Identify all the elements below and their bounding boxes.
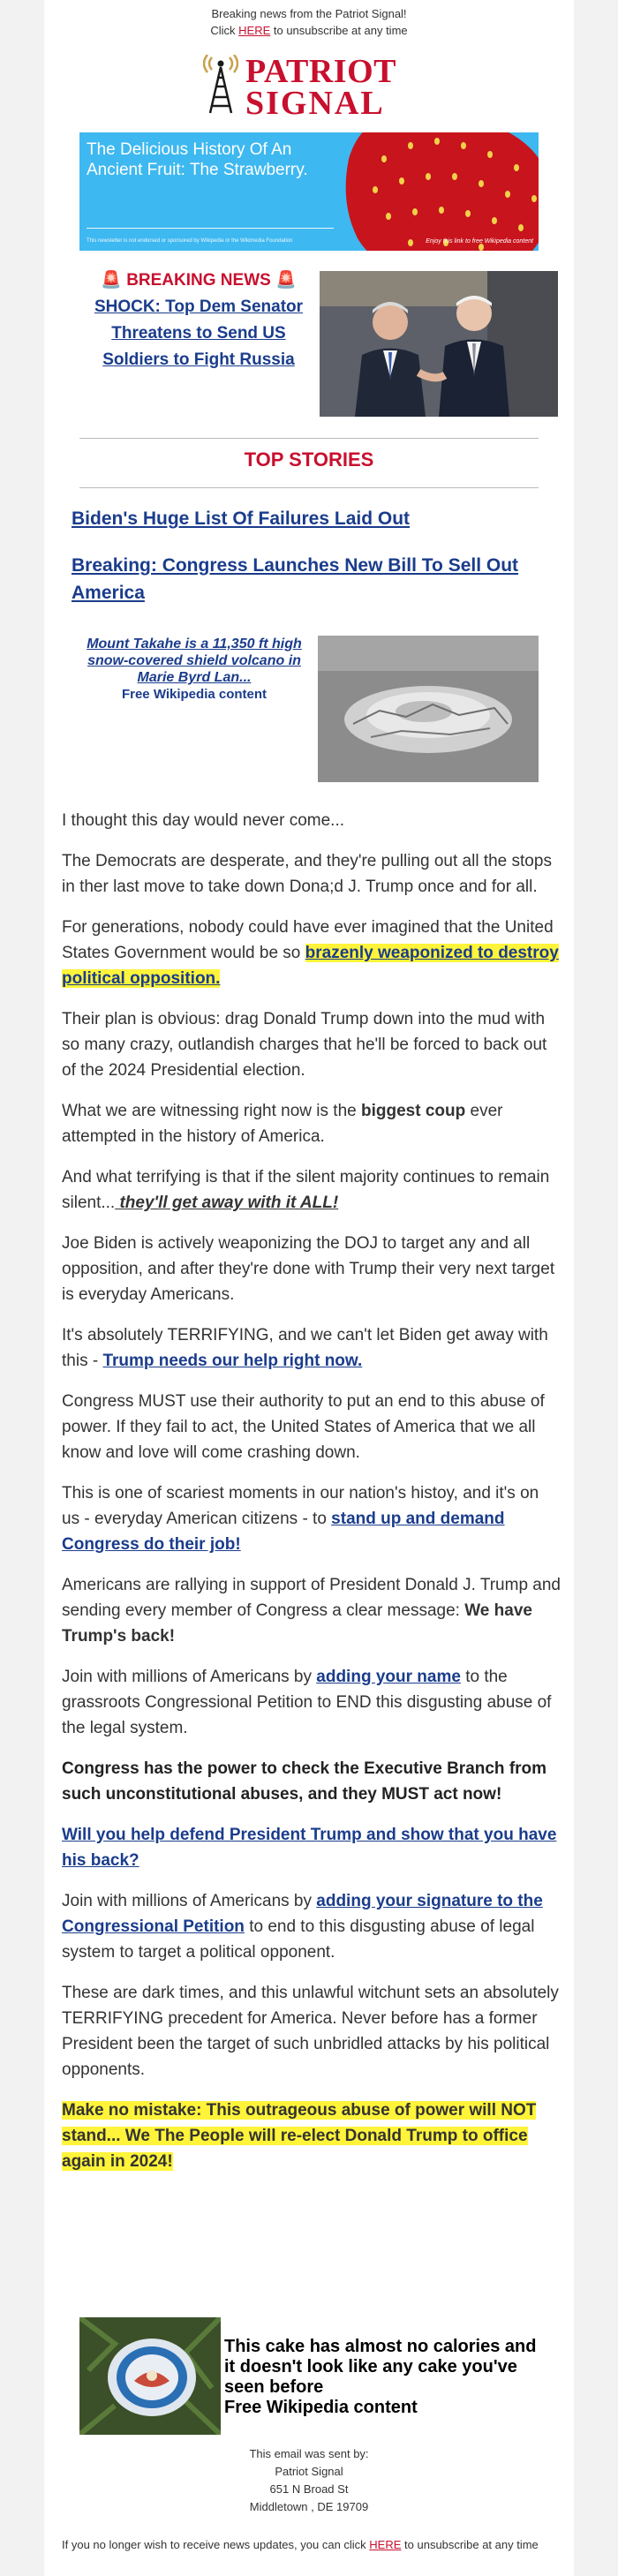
volcano-wikipedia-ad[interactable] xyxy=(79,636,539,786)
article-paragraph xyxy=(62,1322,561,1374)
unsubscribe-post: to unsubscribe at any time xyxy=(270,24,408,37)
bold-text: biggest coup xyxy=(361,1102,466,1120)
volcano-aerial-image[interactable] xyxy=(318,636,539,782)
footer-text: If you no longer wish to receive news updates, you can click xyxy=(62,2538,370,2551)
paragraph-text: For generations, nobody could have ever imagined that the United States Government would be so xyxy=(62,918,554,962)
article-paragraph xyxy=(62,1888,561,1965)
article-paragraph: I thought this day would never come... xyxy=(62,811,345,830)
strawberry-wikipedia-banner[interactable] xyxy=(79,132,539,251)
footer-unsubscribe xyxy=(62,2536,574,2553)
paragraph-text: What we are witnessing right now is the xyxy=(62,1102,361,1120)
paragraph-text: Join with millions of Americans by xyxy=(62,1892,317,1910)
breaking-news-label: BREAKING NEWS xyxy=(126,271,271,290)
senators-photo[interactable] xyxy=(320,271,558,417)
sender-info xyxy=(79,2445,539,2516)
paragraph-text: Join with millions of Americans by xyxy=(62,1668,317,1686)
banner-cta: Enjoy this link to free Wikipedia content xyxy=(426,238,533,245)
footer-text: to unsubscribe at any time xyxy=(401,2538,539,2551)
paragraph-text: to the grassroots Congressional Petition to END this disgusting abuse of the legal system. xyxy=(62,1668,552,1737)
cake-ad-link[interactable]: This cake has almost no calories and it doesn't look like any cake you've seen before xyxy=(224,2337,537,2397)
paragraph-text: It's absolutely TERRIFYING, and we can't let Biden get away with this - xyxy=(62,1326,548,1370)
top-stories-heading: TOP STORIES xyxy=(244,448,374,471)
trump-help-link[interactable]: Trump needs our help right now. xyxy=(102,1352,363,1370)
article-paragraph xyxy=(62,1822,561,1873)
unsubscribe-top-link[interactable]: HERE xyxy=(238,24,271,37)
sender-line: Middletown , DE 19709 xyxy=(249,2500,369,2513)
unsubscribe-pre: Click xyxy=(210,24,239,37)
breaking-news-heading xyxy=(79,269,318,292)
add-name-link[interactable]: adding your name xyxy=(316,1668,461,1686)
preheader-line: Breaking news from the Patriot Signal! xyxy=(211,7,407,20)
logo-word-signal: SIGNAL xyxy=(245,85,385,122)
article-paragraph xyxy=(62,1664,561,1741)
volcano-ad-sub: Free Wikipedia content xyxy=(121,687,268,702)
banner-fine-print: This newsletter is not endorsed or sponsored by Wikipedia or the Wikimedia Foundation xyxy=(87,238,293,244)
demand-congress-link[interactable]: stand up and demand Congress do their job! xyxy=(62,1510,505,1554)
article-paragraph xyxy=(62,2098,561,2174)
banner-divider xyxy=(87,228,334,229)
siren-icon: 🚨 xyxy=(101,271,122,290)
make-no-mistake-link[interactable]: Make no mistake: This outrageous abuse of power will NOT stand... We The People will re-elect Donald Trump to office again in 2024! xyxy=(62,2101,537,2171)
volcano-ad-link[interactable]: Mount Takahe is a 11,350 ft high snow-covered shield volcano in Marie Byrd Lan... xyxy=(87,636,302,685)
add-signature-link[interactable]: adding your signature to the Congressional Petition xyxy=(62,1892,543,1936)
story-link-1[interactable]: Biden's Huge List Of Failures Laid Out xyxy=(72,508,411,529)
divider-top xyxy=(79,438,539,439)
patriot-signal-logo[interactable] xyxy=(203,51,415,122)
get-away-link[interactable]: they'll get away with it ALL! xyxy=(115,1194,339,1212)
story-link-2[interactable]: Breaking: Congress Launches New Bill To Sell Out America xyxy=(72,555,519,603)
article-paragraph: Congress MUST use their authority to put an end to this abuse of power. If they fail to act, the United States of America that we all know and love will come crashing down. xyxy=(62,1392,545,1462)
article-paragraph: Congress has the power to check the Executive Branch from such unconstitutional abuses, and they MUST act now! xyxy=(62,1759,547,1804)
cake-ad-text xyxy=(224,2337,539,2418)
email-body xyxy=(44,0,574,2576)
article-paragraph: These are dark times, and this unlawful witchunt sets an absolutely TERRIFYING precedent for America. Never before has a former President been the target of such unbridled attacks by his political opponents. xyxy=(62,1984,559,2079)
cake-ad-sub: Free Wikipedia content xyxy=(224,2398,418,2417)
strawberry-image xyxy=(331,132,539,251)
paragraph-text: And what terrifying is that if the silent majority continues to remain silent... xyxy=(62,1168,550,1212)
article-body xyxy=(62,808,561,2189)
article-paragraph xyxy=(62,1164,561,1216)
bold-text: We have Trump's back! xyxy=(62,1601,532,1646)
article-paragraph xyxy=(62,915,561,991)
paragraph-text: to end to this disgusting abuse of legal system to target a political opponent. xyxy=(62,1917,535,1962)
article-paragraph xyxy=(62,1480,561,1557)
cake-image[interactable] xyxy=(79,2317,221,2435)
defend-trump-link[interactable]: Will you help defend President Trump and show that you have his back? xyxy=(62,1826,557,1870)
unsubscribe-bottom-link[interactable]: HERE xyxy=(369,2538,402,2551)
sender-line: Patriot Signal xyxy=(275,2465,343,2478)
paragraph-text: This is one of scariest moments in our nation's histoy, and it's on us - everyday American citizens - to xyxy=(62,1484,539,1528)
article-paragraph: The Democrats are desperate, and they're pulling out all the stops in ther last move to take down Dona;d J. Trump once and for all. xyxy=(62,852,552,896)
breaking-news-section xyxy=(79,269,539,419)
article-paragraph: Joe Biden is actively weaponizing the DOJ to target any and all opposition, and after they're done with Trump their very next target is everyday Americans. xyxy=(62,1234,555,1304)
radio-tower-icon xyxy=(203,55,238,115)
volcano-ad-text xyxy=(79,636,309,703)
logo-word-patriot: PATRIOT xyxy=(245,53,396,90)
preheader xyxy=(44,0,574,39)
banner-headline: The Delicious History Of An Ancient Fruit: The Strawberry. xyxy=(87,140,308,179)
article-paragraph: Their plan is obvious: drag Donald Trump down into the mud with so many crazy, outlandish charges that he'll be forced to back out of the 2024 Presidential election. xyxy=(62,1010,547,1080)
paragraph-text: ever attempted in the history of America. xyxy=(62,1102,503,1146)
sender-line: 651 N Broad St xyxy=(269,2482,349,2496)
breaking-news-text xyxy=(79,269,318,373)
paragraph-text: Americans are rallying in support of President Donald J. Trump and sending every member of Congress a clear message: xyxy=(62,1576,561,1620)
breaking-news-link[interactable]: SHOCK: Top Dem Senator Threatens to Send US Soldiers to Fight Russia xyxy=(94,298,304,369)
sender-line: This email was sent by: xyxy=(249,2447,369,2460)
cake-wikipedia-ad[interactable] xyxy=(79,2317,539,2437)
divider-bottom xyxy=(79,487,539,488)
article-paragraph xyxy=(62,1572,561,1649)
article-paragraph xyxy=(62,1098,561,1149)
unsubscribe-line xyxy=(44,22,574,39)
weaponized-link[interactable]: brazenly weaponized to destroy political opposition. xyxy=(62,944,559,988)
siren-icon: 🚨 xyxy=(275,271,297,290)
